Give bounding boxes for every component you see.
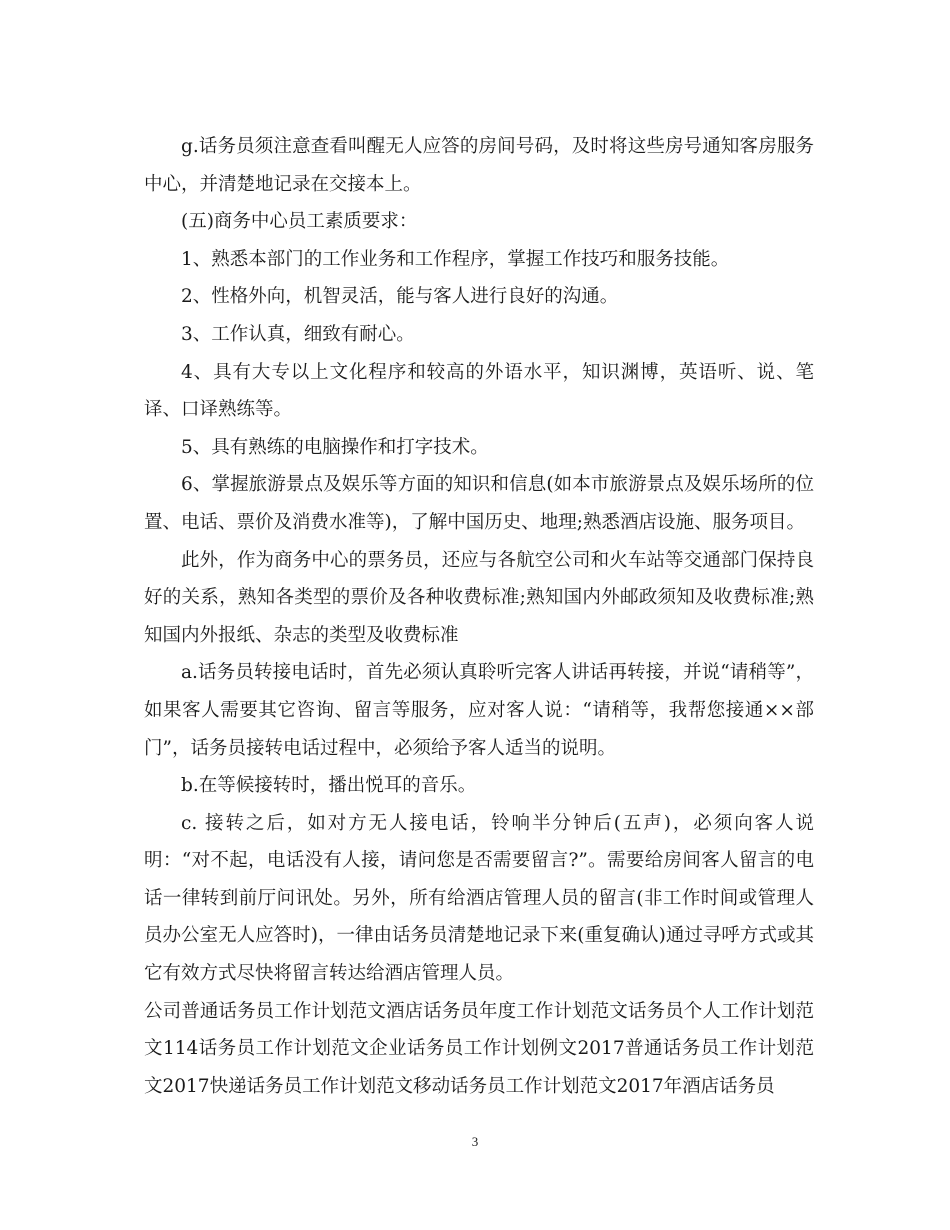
page-number: 3 bbox=[471, 1134, 479, 1149]
list-item-5: 5、具有熟练的电脑操作和打字技术。 bbox=[181, 436, 489, 458]
body-text bbox=[144, 128, 814, 1105]
related-articles: 公司普通话务员工作计划范文酒店话务员年度工作计划范文话务员个人工作计划范文114话务员工作计划范文企业话务员工作计划例文2017普通话务员工作计划范文2017快递话务员工作计划范文移动话务员工作计划范文2017年酒店话务员 bbox=[144, 1000, 814, 1097]
paragraph-b-music: b.在等候接转时，播出悦耳的音乐。 bbox=[181, 775, 477, 797]
paragraph-a-transfer: a.话务员转接电话时，首先必须认真聆听完客人讲话再转接，并说“请稍等”，如果客人需要其它咨询、留言等服务，应对客人说：“请稍等，我帮您接通××部门”，话务员接转电话过程中，必须给予客人适当的说明。 bbox=[144, 662, 814, 759]
paragraph-c-no-answer: c. 接转之后，如对方无人接电话，铃响半分钟后(五声)，必须向客人说明：“对不起，电话没有人接，请问您是否需要留言?”。需要给房间客人留言的电话一律转到前厅问讯处。另外，所有给酒店管理人员的留言(非工作时间或管理人员办公室无人应答时)，一律由话务员清楚地记录下来(重复确认)通过寻呼方式或其它有效方式尽快将留言转达给酒店管理人员。 bbox=[144, 812, 814, 985]
list-item-6: 6、掌握旅游景点及娱乐等方面的知识和信息(如本市旅游景点及娱乐场所的位置、电话、票价及消费水准等)，了解中国历史、地理;熟悉酒店设施、服务项目。 bbox=[144, 474, 814, 533]
list-item-3: 3、工作认真，细致有耐心。 bbox=[181, 323, 415, 345]
heading-business-center: (五)商务中心员工素质要求： bbox=[181, 211, 418, 233]
paragraph-g-wakeup: g.话务员须注意查看叫醒无人应答的房间号码，及时将这些房号通知客房服务中心，并清楚地记录在交接本上。 bbox=[144, 136, 814, 195]
list-item-4: 4、具有大专以上文化程序和较高的外语水平，知识渊博，英语听、说、笔译、口译熟练等。 bbox=[144, 361, 814, 421]
list-item-1: 1、熟悉本部门的工作业务和工作程序，掌握工作技巧和服务技能。 bbox=[181, 248, 730, 270]
paragraph-ticketing: 此外，作为商务中心的票务员，还应与各航空公司和火车站等交通部门保持良好的关系，熟知各类型的票价及各种收费标准;熟知国内外邮政须知及收费标准;熟知国内外报纸、杂志的类型及收费标准 bbox=[144, 549, 814, 646]
list-item-2: 2、性格外向，机智灵活，能与客人进行良好的沟通。 bbox=[181, 286, 619, 308]
